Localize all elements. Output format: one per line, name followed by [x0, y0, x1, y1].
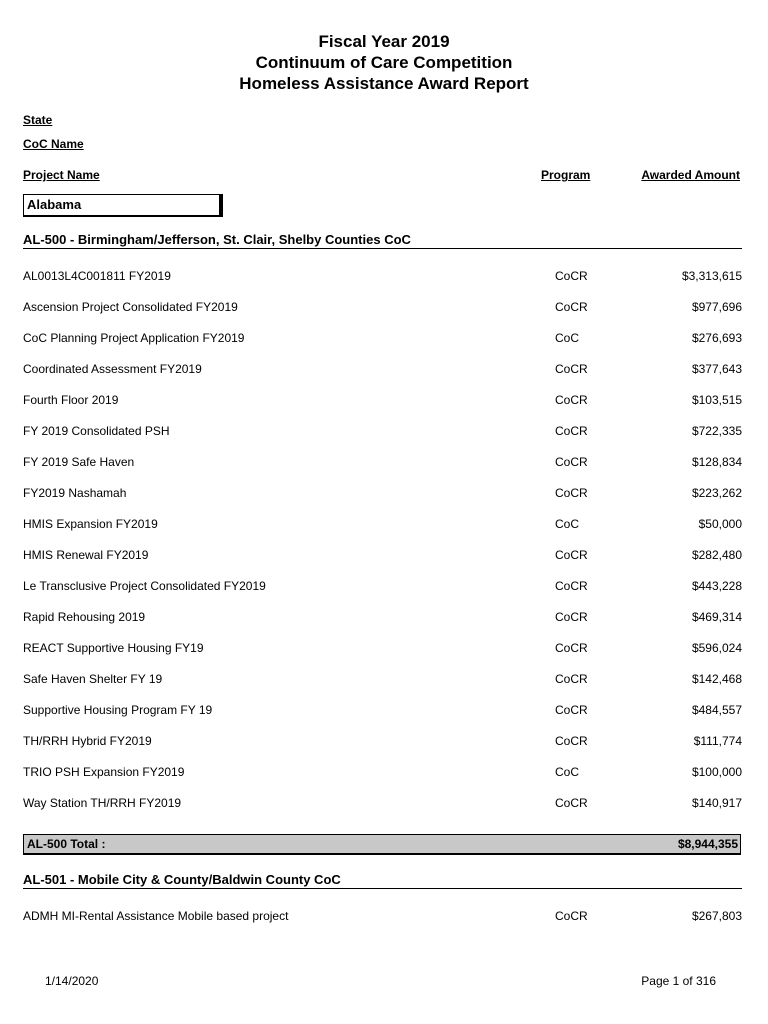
- project-program: CoCR: [555, 579, 588, 593]
- project-program: CoCR: [555, 610, 588, 624]
- table-row: [23, 906, 742, 926]
- column-header-state: State: [23, 113, 53, 127]
- table-row: [23, 762, 742, 793]
- project-name: Ascension Project Consolidated FY2019: [23, 300, 238, 314]
- project-name: FY 2019 Safe Haven: [23, 455, 135, 469]
- project-program: CoCR: [555, 796, 588, 810]
- project-amount: $469,314: [691, 610, 742, 624]
- project-amount: $111,774: [693, 734, 742, 748]
- project-name: AL0013L4C001811 FY2019: [23, 269, 171, 283]
- project-program: CoCR: [555, 486, 588, 500]
- project-name: Way Station TH/RRH FY2019: [23, 796, 182, 810]
- project-program: CoCR: [555, 703, 588, 717]
- project-amount: $596,024: [691, 641, 742, 655]
- project-program: CoCR: [555, 734, 588, 748]
- project-amount: $140,917: [691, 796, 742, 810]
- footer-date: 1/14/2020: [45, 974, 99, 988]
- project-name: Fourth Floor 2019: [23, 393, 119, 407]
- table-row: [23, 359, 742, 390]
- project-amount: $100,000: [691, 765, 742, 779]
- project-amount: $128,834: [691, 455, 742, 469]
- title-line-1: Fiscal Year 2019: [318, 32, 450, 51]
- project-program: CoCR: [555, 672, 588, 686]
- column-header-project-name: Project Name: [23, 168, 100, 182]
- column-header-coc-name: CoC Name: [23, 137, 84, 151]
- project-amount: $282,480: [691, 548, 742, 562]
- project-program: CoCR: [555, 393, 588, 407]
- table-row: [23, 793, 742, 824]
- project-amount: $3,313,615: [681, 269, 742, 283]
- coc-total-label: AL-500 Total :: [27, 837, 106, 851]
- project-amount: $443,228: [691, 579, 742, 593]
- project-name: FY2019 Nashamah: [23, 486, 127, 500]
- table-row: [23, 731, 742, 762]
- project-program: CoC: [555, 331, 580, 345]
- project-name: CoC Planning Project Application FY2019: [23, 331, 245, 345]
- project-name: HMIS Renewal FY2019: [23, 548, 149, 562]
- project-table-al-500: [23, 266, 742, 824]
- table-row: [23, 328, 742, 359]
- table-row: [23, 514, 742, 545]
- table-row: [23, 669, 742, 700]
- table-row: [23, 452, 742, 483]
- project-name: Safe Haven Shelter FY 19: [23, 672, 163, 686]
- table-row: [23, 266, 742, 297]
- table-row: [23, 297, 742, 328]
- project-name: Coordinated Assessment FY2019: [23, 362, 202, 376]
- title-line-2: Continuum of Care Competition: [255, 53, 513, 72]
- project-amount: $223,262: [691, 486, 742, 500]
- column-header-awarded-amount: Awarded Amount: [641, 168, 740, 182]
- state-label: Alabama: [23, 194, 223, 217]
- project-name: Supportive Housing Program FY 19: [23, 703, 213, 717]
- project-name: Rapid Rehousing 2019: [23, 610, 146, 624]
- project-program: CoCR: [555, 641, 588, 655]
- project-program: CoCR: [555, 269, 588, 283]
- table-row: [23, 576, 742, 607]
- project-amount: $977,696: [691, 300, 742, 314]
- project-program: CoCR: [555, 455, 588, 469]
- project-amount: $484,557: [691, 703, 742, 717]
- project-program: CoCR: [555, 362, 588, 376]
- table-row: [23, 390, 742, 421]
- project-name: HMIS Expansion FY2019: [23, 517, 158, 531]
- coc-header-al-500: AL-500 - Birmingham/Jefferson, St. Clair, Shelby Counties CoC: [23, 232, 742, 249]
- table-row: [23, 607, 742, 638]
- project-name: Le Transclusive Project Consolidated FY2019: [23, 579, 266, 593]
- table-row: [23, 421, 742, 452]
- coc-total-bar: [23, 834, 741, 855]
- project-name: TH/RRH Hybrid FY2019: [23, 734, 152, 748]
- coc-header-al-501: AL-501 - Mobile City & County/Baldwin County CoC: [23, 872, 742, 889]
- project-program: CoCR: [555, 548, 588, 562]
- project-name: REACT Supportive Housing FY19: [23, 641, 204, 655]
- project-program: CoCR: [555, 424, 588, 438]
- project-name: FY 2019 Consolidated PSH: [23, 424, 170, 438]
- project-amount: $142,468: [691, 672, 742, 686]
- project-amount: $276,693: [691, 331, 742, 345]
- report-title: [0, 31, 768, 94]
- project-amount: $722,335: [691, 424, 742, 438]
- footer-page-number: Page 1 of 316: [641, 974, 716, 988]
- project-program: CoCR: [555, 300, 588, 314]
- table-row: [23, 545, 742, 576]
- table-row: [23, 483, 742, 514]
- project-program: CoC: [555, 765, 580, 779]
- column-header-program: Program: [541, 168, 591, 182]
- project-name: TRIO PSH Expansion FY2019: [23, 765, 185, 779]
- project-amount: $103,515: [691, 393, 742, 407]
- project-program: CoC: [555, 517, 580, 531]
- project-name: ADMH MI-Rental Assistance Mobile based project: [23, 909, 289, 923]
- table-row: [23, 700, 742, 731]
- project-amount: $267,803: [691, 909, 742, 923]
- coc-total-value: $8,944,355: [677, 837, 738, 851]
- project-amount: $50,000: [698, 517, 742, 531]
- project-amount: $377,643: [691, 362, 742, 376]
- table-row: [23, 638, 742, 669]
- title-line-3: Homeless Assistance Award Report: [239, 74, 529, 93]
- project-program: CoCR: [555, 909, 588, 923]
